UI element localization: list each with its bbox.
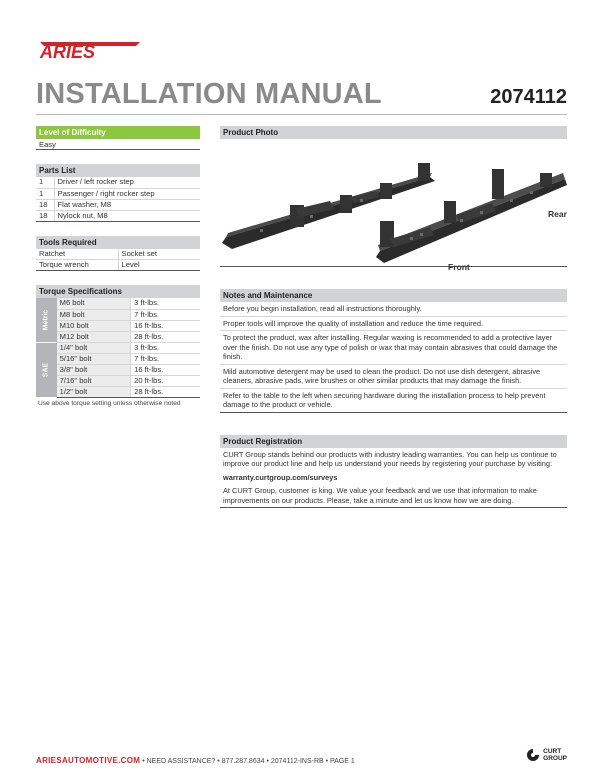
front-label: Front: [448, 262, 470, 272]
torque-note: Use above torque setting unless otherwise noted: [38, 399, 181, 407]
bolt-size: 1/4" bolt: [57, 342, 131, 353]
part-qty: 1: [36, 177, 54, 188]
title-divider: [36, 114, 567, 115]
parts-list-section: [36, 164, 200, 222]
notes-section: [220, 289, 567, 413]
bolt-size: 5/16" bolt: [57, 353, 131, 364]
right-column: [220, 126, 567, 522]
warranty-link[interactable]: warranty.curtgroup.com/surveys: [223, 472, 338, 482]
product-photo: [220, 139, 567, 272]
part-number: 2074112: [490, 86, 567, 108]
product-photo-heading: Product Photo: [220, 126, 567, 139]
difficulty-section: [36, 126, 200, 150]
table-row: [36, 188, 200, 199]
document-id: 2074112-INS-RB: [270, 758, 324, 765]
note-paragraph: Refer to the table to the left when securing hardware during the installation process to help prevent damage to the product or vehicle.: [220, 389, 567, 413]
registration-closing: At CURT Group, customer is king. We value your feedback and we use that information to make improvements on our products. Please, take a minute and let us know how we are doing.: [220, 484, 567, 508]
notes-heading: Notes and Maintenance: [220, 289, 567, 302]
website-link[interactable]: ARIESAUTOMOTIVE.COM: [36, 756, 141, 765]
difficulty-value: Easy: [36, 139, 200, 150]
registration-heading: Product Registration: [220, 435, 567, 448]
torque-heading: Torque Specifications: [36, 285, 200, 298]
part-desc: Driver / left rocker step: [54, 177, 200, 188]
part-desc: Passenger / right rocker step: [54, 188, 200, 199]
part-qty: 18: [36, 199, 54, 210]
torque-section: [36, 285, 200, 407]
footer-separator: •: [325, 758, 329, 765]
tools-section: [36, 236, 200, 272]
table-row: [36, 342, 200, 353]
table-row: [36, 364, 200, 375]
aries-logo: [36, 40, 140, 62]
bolt-size: M6 bolt: [57, 298, 131, 309]
table-row: [36, 320, 200, 331]
tools-heading: Tools Required: [36, 236, 200, 249]
torque-value: 7 ft-lbs.: [131, 353, 200, 364]
part-qty: 1: [36, 188, 54, 199]
table-row: [36, 210, 200, 221]
curt-logo-icon: [526, 748, 540, 762]
note-paragraph: To protect the product, wax after installing. Regular waxing is recommended to add a protective layer over the finish. Do not use any type of polish or wax that may contain abrasives that could damage the finish.: [220, 331, 567, 365]
torque-value: 16 ft-lbs.: [131, 320, 200, 331]
part-qty: 18: [36, 210, 54, 221]
bolt-size: 1/2" bolt: [57, 386, 131, 397]
page-title: INSTALLATION MANUAL: [36, 78, 382, 110]
logo-text: ARIES: [40, 42, 96, 60]
torque-table: [36, 298, 200, 398]
registration-intro: CURT Group stands behind our products with industry leading warranties. You can help us continue to improve our product line and help us understand your needs by registering your purchase by visiting:: [223, 449, 557, 468]
parts-table: [36, 177, 200, 222]
sae-group-label: SAE: [36, 342, 57, 397]
tool-item: Torque wrench: [36, 260, 118, 271]
table-row: [36, 177, 200, 188]
bolt-size: M8 bolt: [57, 309, 131, 320]
metric-group-label: Metric: [36, 298, 57, 342]
table-row: [36, 199, 200, 210]
note-paragraph: Proper tools will improve the quality of installation and reduce the time required.: [220, 317, 567, 332]
tool-item: Level: [118, 260, 200, 271]
tool-item: Ratchet: [36, 249, 118, 260]
footer-separator: •: [217, 758, 220, 765]
brand-line-1: CURT: [543, 748, 562, 755]
table-row: [36, 260, 200, 271]
page-number: PAGE 1: [330, 758, 355, 765]
torque-value: 16 ft-lbs.: [131, 364, 200, 375]
rocker-steps-illustration: [220, 139, 567, 267]
assistance-label: NEED ASSISTANCE?: [146, 758, 216, 765]
table-row: [36, 386, 200, 397]
torque-value: 28 ft-lbs.: [131, 331, 200, 342]
phone-number: 877.287.8634: [221, 758, 265, 765]
torque-value: 28 ft-lbs.: [131, 386, 200, 397]
bolt-size: M10 bolt: [57, 320, 131, 331]
table-row: [36, 298, 200, 309]
bolt-size: 3/8" bolt: [57, 364, 131, 375]
rear-label: Rear: [548, 209, 567, 219]
torque-value: 7 ft-lbs.: [131, 309, 200, 320]
note-paragraph: Before you begin installation, read all instructions thoroughly.: [220, 302, 567, 317]
part-desc: Nylock nut, M8: [54, 210, 200, 221]
footer-separator: •: [142, 758, 145, 765]
table-row: [36, 331, 200, 342]
torque-value: 3 ft-lbs.: [131, 342, 200, 353]
left-column: [36, 126, 200, 421]
bolt-size: M12 bolt: [57, 331, 131, 342]
footer: [36, 756, 355, 765]
difficulty-heading: Level of Difficulty: [36, 126, 200, 139]
curt-group-logo: [526, 748, 567, 762]
table-row: [36, 309, 200, 320]
note-paragraph: Mild automotive detergent may be used to clean the product. Do not use dish detergent, abrasive cleaners, abrasive pads, wire brushes or other similar products that may damage the finish.: [220, 365, 567, 389]
product-photo-section: [220, 126, 567, 272]
table-row: [36, 375, 200, 386]
table-row: [36, 353, 200, 364]
torque-value: 20 ft-lbs.: [131, 375, 200, 386]
tool-item: Socket set: [118, 249, 200, 260]
parts-list-heading: Parts List: [36, 164, 200, 177]
tools-table: [36, 249, 200, 272]
bolt-size: 7/16" bolt: [57, 375, 131, 386]
table-row: [36, 249, 200, 260]
torque-value: 3 ft-lbs.: [131, 298, 200, 309]
registration-section: [220, 435, 567, 509]
footer-separator: •: [266, 758, 269, 765]
part-desc: Flat washer, M8: [54, 199, 200, 210]
aries-logo-icon: [36, 40, 140, 60]
brand-line-2: GROUP: [543, 755, 567, 762]
